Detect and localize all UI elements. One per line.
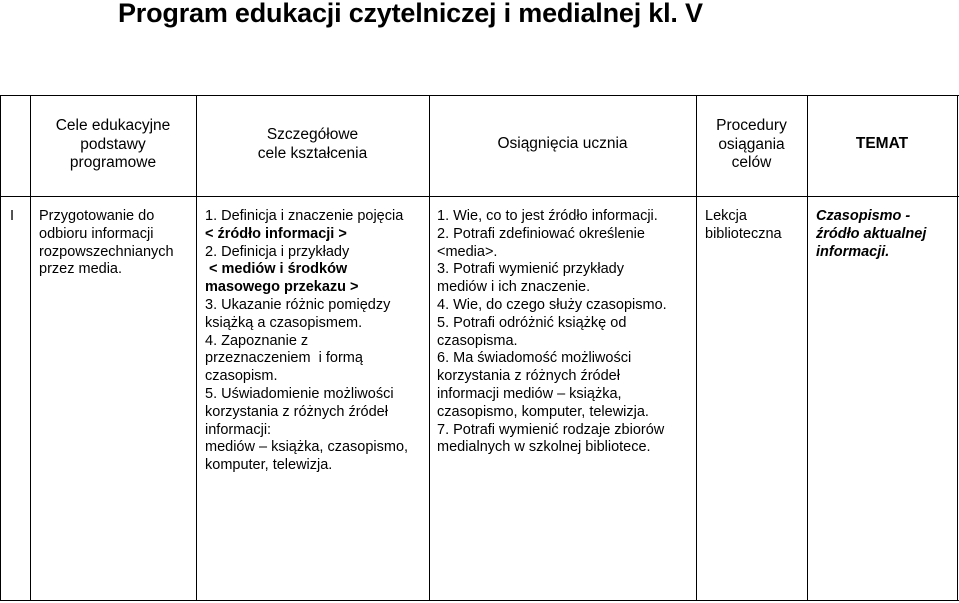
objective-line: 2. Definicja i przykłady (205, 243, 350, 260)
achievement-line: 3. Potrafi wymienić przykłady (437, 261, 624, 278)
objective-line: 1. Definicja i znaczenie pojęcia (205, 208, 404, 224)
objective-line: przeznaczeniem i formą (205, 350, 363, 367)
achievement-line: 7. Potrafi wymienić rodzaje zbiorów (437, 421, 665, 438)
achievement-line: mediów i ich znaczenie. (437, 279, 591, 296)
header-achievements: Osiągnięcia ucznia (497, 135, 628, 152)
achievement-line: korzystania z różnych źródeł (437, 368, 620, 385)
objective-line: 3. Ukazanie różnic pomiędzy (205, 296, 391, 313)
objective-line: książką a czasopismem. (205, 314, 363, 331)
objective-line: korzystania z różnych źródeł (205, 403, 388, 420)
achievement-line: 5. Potrafi odróżnić książkę od (437, 314, 627, 331)
topic-cell: Czasopismo - źródło aktualnej informacji. (816, 208, 927, 260)
achievement-line: informacji mediów – książka, (437, 385, 622, 402)
objective-line: < źródło informacji > (205, 225, 347, 242)
achievement-line: czasopismo, komputer, telewizja. (437, 403, 649, 420)
objective-line: masowego przekazu > (205, 279, 359, 296)
header-objectives: Szczegółowe cele kształcenia (257, 126, 368, 162)
objectives-cell (205, 208, 408, 475)
achievements-cell (437, 208, 667, 457)
achievement-line: 1. Wie, co to jest źródło informacji. (437, 208, 658, 224)
row-number: I (10, 208, 15, 224)
achievement-line: <media>. (437, 243, 498, 260)
page-title: Program edukacji czytelniczej i medialnej kl. V (118, 0, 703, 28)
objective-line: komputer, telewizja. (205, 457, 333, 474)
objective-line: mediów – książka, czasopismo, (205, 439, 409, 456)
achievement-line: czasopisma. (437, 332, 518, 349)
objective-line: < mediów i środków (205, 261, 348, 278)
goal-cell: Przygotowanie do odbioru informacji rozpowszechnianych przez media. (39, 208, 174, 278)
header-topic: TEMAT (855, 135, 909, 152)
objective-line: 4. Zapoznanie z (205, 332, 309, 349)
objective-line: 5. Uświadomienie możliwości (205, 385, 394, 402)
achievement-line: 2. Potrafi zdefiniować określenie (437, 225, 645, 242)
achievement-line: 6. Ma świadomość możliwości (437, 350, 632, 367)
header-procedures: Procedury osiągania celów (716, 117, 787, 171)
objective-line: czasopism. (205, 368, 278, 385)
achievement-line: 4. Wie, do czego służy czasopismo. (437, 296, 667, 313)
procedure-cell: Lekcja biblioteczna (705, 208, 782, 242)
achievement-line: medialnych w szkolnej bibliotece. (437, 439, 651, 456)
objective-line: informacji: (205, 421, 272, 438)
header-goals: Cele edukacyjne podstawy programowe (55, 117, 171, 171)
